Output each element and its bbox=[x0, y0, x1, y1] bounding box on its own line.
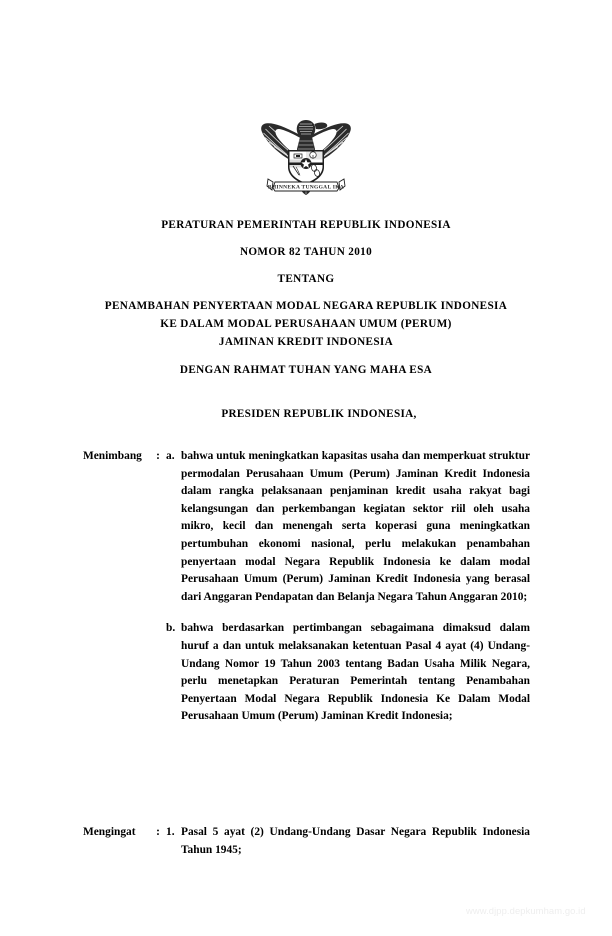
source-watermark: www.djpp.depkumham.go.id bbox=[466, 905, 586, 916]
clause-item-marker: b. bbox=[166, 622, 176, 635]
clause-item-marker: a. bbox=[166, 450, 175, 462]
title-line-blessing: DENGAN RAHMAT TUHAN YANG MAHA ESA bbox=[179, 364, 433, 376]
title-line-tentang: TENTANG bbox=[277, 273, 335, 285]
clause-colon: : bbox=[156, 450, 160, 462]
title-line-regulation: PERATURAN PEMERINTAH REPUBLIK INDONESIA bbox=[161, 219, 451, 231]
clause-row-menimbang-b bbox=[83, 620, 530, 726]
title-line-number: NOMOR 82 TAHUN 2010 bbox=[239, 246, 373, 258]
garuda-pancasila-icon bbox=[254, 112, 358, 202]
clause-item-text: bahwa untuk meningkatkan kapasitas usaha dan memperkuat struktur permodalan Perusahaan Umum (Perum) Jaminan Kredit Indonesia dalam rangka pelaksanaan penjaminan kredit usaha rakyat bagi kelangsungan dan perkembangan kegiatan sektor riil oleh usaha mikro, kecil dan menengah serta koperasi guna meningkatkan pertumbuhan ekonomi nasional, perlu melakukan penambahan penyertaan modal Negara Republik Indonesia ke dalam modal Perusahaan Umum (Perum) Jaminan Kredit Indonesia yang berasal dari Anggaran Pendapatan dan Belanja Negara Tahun Anggaran 2010; bbox=[181, 450, 530, 603]
svg-text:BHINNEKA TUNGGAL IKA: BHINNEKA TUNGGAL IKA bbox=[267, 184, 345, 191]
issuer-line: PRESIDEN REPUBLIK INDONESIA, bbox=[221, 408, 417, 420]
title-line-subject-2: KE DALAM MODAL PERUSAHAAN UMUM (PERUM) bbox=[160, 318, 452, 330]
clause-menimbang bbox=[83, 448, 530, 726]
clause-item-marker: 1. bbox=[166, 826, 175, 838]
clause-row-mengingat-1 bbox=[83, 824, 530, 859]
title-line-subject-3: JAMINAN KREDIT INDONESIA bbox=[218, 336, 394, 348]
clause-item-text: Pasal 5 ayat (2) Undang-Undang Dasar Negara Republik Indonesia Tahun 1945; bbox=[181, 826, 530, 856]
clause-row-menimbang-a bbox=[83, 448, 530, 606]
clause-label-menimbang: Menimbang bbox=[83, 450, 142, 462]
clause-mengingat bbox=[83, 824, 530, 859]
clause-colon: : bbox=[156, 826, 160, 838]
clause-item-text: bahwa berdasarkan pertimbangan sebagaimana dimaksud dalam huruf a dan untuk melaksanakan ketentuan Pasal 4 ayat (4) Undang-Undang Nomor 19 Tahun 2003 tentang Badan Usaha Milik Negara, perlu menetapkan Peraturan Pemerintah tentang Penambahan Penyertaan Modal Negara Republik Indonesia Ke Dalam Modal Perusahaan Umum (Perum) Jaminan Kredit Indonesia; bbox=[181, 622, 530, 723]
clause-label-mengingat: Mengingat bbox=[83, 826, 136, 838]
title-line-subject-1: PENAMBAHAN PENYERTAAN MODAL NEGARA REPUBLIK INDONESIA bbox=[104, 300, 508, 312]
title-block bbox=[56, 218, 556, 377]
emblem-container bbox=[0, 112, 612, 202]
